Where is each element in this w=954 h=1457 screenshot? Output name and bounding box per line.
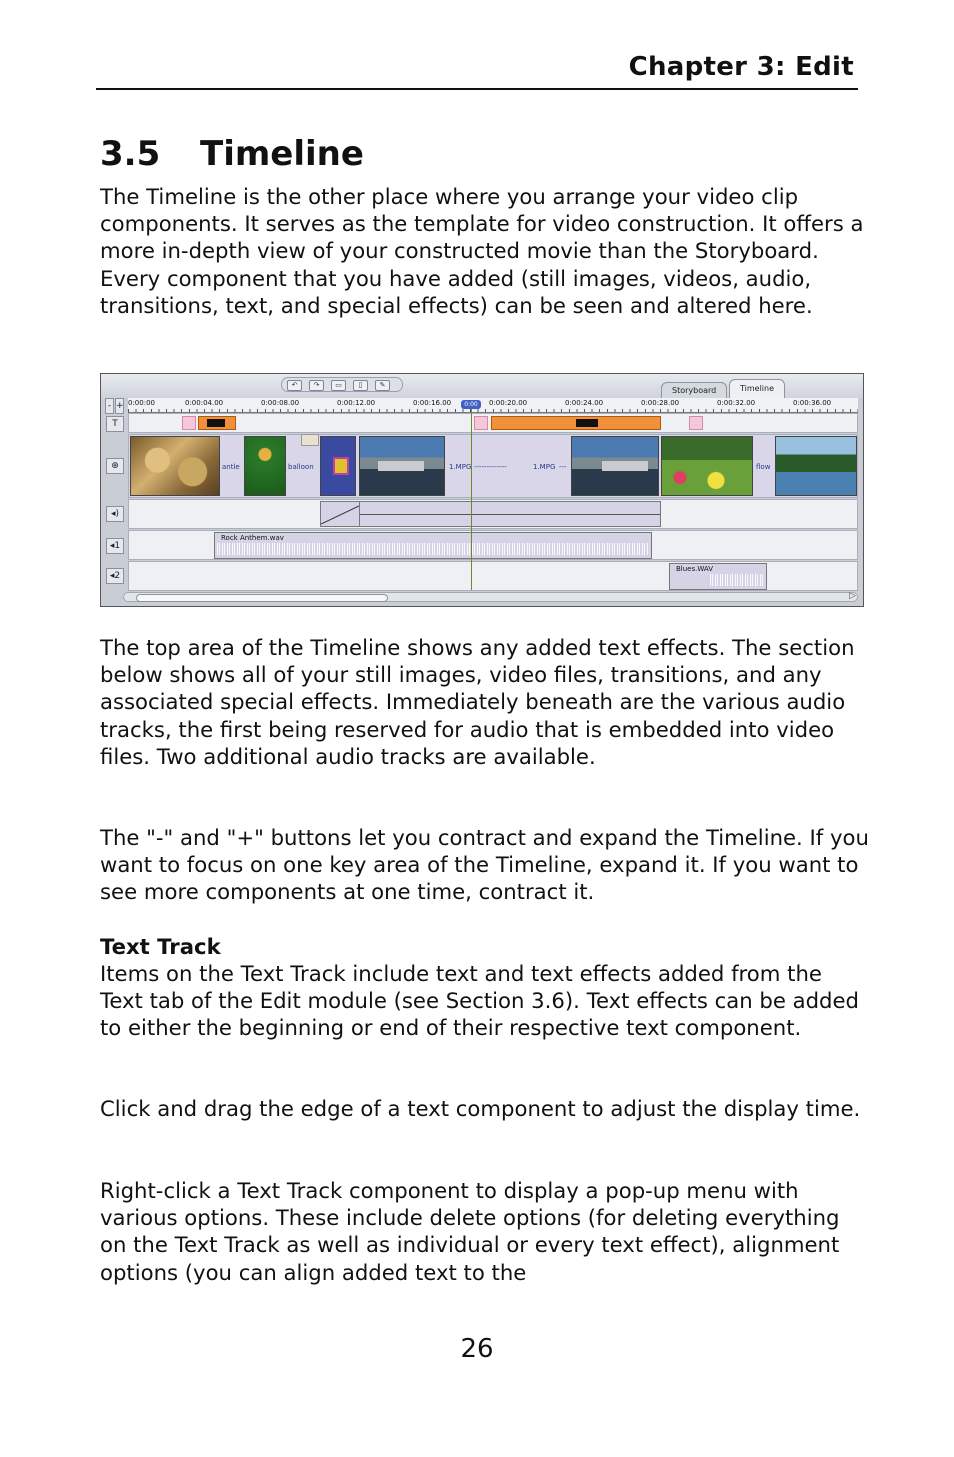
timeline-screenshot [100, 373, 864, 607]
clip-label: balloon [288, 463, 314, 471]
section-number: 3.5 [100, 134, 161, 174]
audio-track-1-icon[interactable]: ◂1 [106, 538, 124, 554]
text-effect[interactable] [474, 416, 488, 430]
audio-track-2-icon[interactable]: ◂2 [106, 568, 124, 584]
contract-button[interactable]: - [105, 398, 114, 414]
audio-clip[interactable] [214, 532, 652, 559]
split-icon[interactable]: ▭ [331, 380, 346, 391]
clip-label: ------------- [474, 463, 507, 471]
ruler-label: 0:00:36.00 [793, 399, 832, 407]
clip-label: 1.MPG [533, 463, 556, 471]
video-track[interactable] [128, 434, 858, 498]
audio-clip-name: Blues.WAV [676, 565, 714, 573]
view-tabs [661, 379, 811, 398]
video-thumbnail[interactable] [571, 436, 659, 496]
text-track-heading: Text Track [100, 934, 221, 959]
clip-label: 1.MPG [449, 463, 472, 471]
section-title: Timeline [200, 134, 364, 174]
image-thumbnail[interactable] [130, 436, 220, 496]
intro-paragraph: The Timeline is the other place where you arrange your video clip components. It serves as the template for video construction. It offers a more in-depth view of your constructed movie than the Storyboard. Every component that you have added (still images, videos, audio, transitions, text, and special effects) can be seen and altered here. [100, 184, 864, 318]
audio-track-2[interactable] [128, 561, 858, 591]
image-thumbnail[interactable] [775, 436, 857, 496]
fade-line [321, 502, 359, 526]
image-thumbnail[interactable] [244, 436, 286, 496]
top-area-paragraph: The top area of the Timeline shows any added text effects. The section below shows all of your still images, video files, transitions, and any associated special effects. Immediately beneath are the various audio tracks, the first being reserved for audio that is embedded into video files. Two additional audio tracks are available. [100, 635, 855, 769]
buttons-paragraph: The "-" and "+" buttons let you contract and expand the Timeline. If you want to focus on one key area of the Timeline, expand it. If you want to see more components at one time, contract it. [100, 825, 869, 905]
video-audio-track[interactable] [128, 499, 858, 529]
text-track-icon[interactable]: T [106, 416, 124, 432]
audio-video-track-icon[interactable]: ◂) [106, 506, 124, 522]
image-thumbnail[interactable] [661, 436, 753, 496]
text-track-paragraph: Items on the Text Track include text and text effects added from the Text tab of the Edit module (see Section 3.6). Text effects can be added to either the beginning or end of their respective text component. [100, 961, 859, 1041]
horizontal-scrollbar[interactable] [123, 592, 858, 602]
ruler-label: 0:00:32.00 [717, 399, 756, 407]
text-clip[interactable] [491, 416, 661, 430]
audio-clip[interactable] [669, 563, 767, 590]
ruler-label: 0:00:24.00 [565, 399, 604, 407]
ruler-label: 0:00:04.00 [185, 399, 224, 407]
video-track-icon[interactable]: ⊕ [106, 458, 124, 474]
ruler-label: 0:00:28.00 [641, 399, 680, 407]
page-number: 26 [460, 1334, 494, 1364]
ruler-label: 0:00:16.00 [413, 399, 452, 407]
text-effect[interactable] [689, 416, 703, 430]
text-track[interactable] [128, 413, 858, 433]
ruler-label: 0:00:20.00 [489, 399, 528, 407]
playhead[interactable] [471, 404, 472, 590]
page-header [96, 50, 858, 90]
right-click-paragraph: Right-click a Text Track component to display a pop-up menu with various options. These include delete options (for deleting everything on the Text Track as well as individual or every text effect), alignment options (you can align added text to the [100, 1178, 840, 1285]
time-ruler[interactable] [128, 398, 858, 413]
clip-label: antle [222, 463, 240, 471]
pencil-icon[interactable]: ✎ [375, 380, 390, 391]
scroll-right-icon[interactable]: ▷ [849, 591, 856, 601]
ruler-label: 0:00:12.00 [337, 399, 376, 407]
video-thumbnail[interactable] [359, 436, 445, 496]
ruler-label: 0:00:00 [128, 399, 155, 407]
timeline-toolbar [281, 377, 403, 392]
audio-clip-name: Rock Anthem.wav [221, 534, 284, 542]
waveform [710, 574, 764, 586]
expand-button[interactable]: + [115, 398, 124, 414]
waveform [217, 543, 649, 555]
clip-label: flow [756, 463, 771, 471]
drag-paragraph: Click and drag the edge of a text component to adjust the display time. [100, 1096, 861, 1121]
playhead-marker[interactable]: 0:00 [461, 400, 481, 409]
chapter-title: Chapter 3: Edit [628, 52, 854, 82]
text-clip[interactable] [198, 416, 236, 430]
scrollbar-thumb[interactable] [136, 594, 388, 602]
clip-label: --- [559, 463, 567, 471]
tab-storyboard[interactable]: Storyboard [661, 382, 727, 398]
audio-fade[interactable] [320, 501, 360, 527]
transition-thumbnail[interactable] [320, 436, 356, 496]
section-heading [100, 134, 364, 174]
video-audio-clip[interactable] [359, 501, 661, 527]
text-effect[interactable] [182, 416, 196, 430]
delete-icon[interactable]: ▯ [353, 380, 368, 391]
redo-icon[interactable]: ↷ [309, 380, 324, 391]
audio-track-1[interactable] [128, 530, 858, 560]
transition-marker[interactable] [301, 434, 319, 446]
tab-timeline[interactable]: Timeline [729, 379, 785, 398]
track-controls [104, 398, 126, 588]
ruler-label: 0:00:08.00 [261, 399, 300, 407]
undo-icon[interactable]: ↶ [287, 380, 302, 391]
